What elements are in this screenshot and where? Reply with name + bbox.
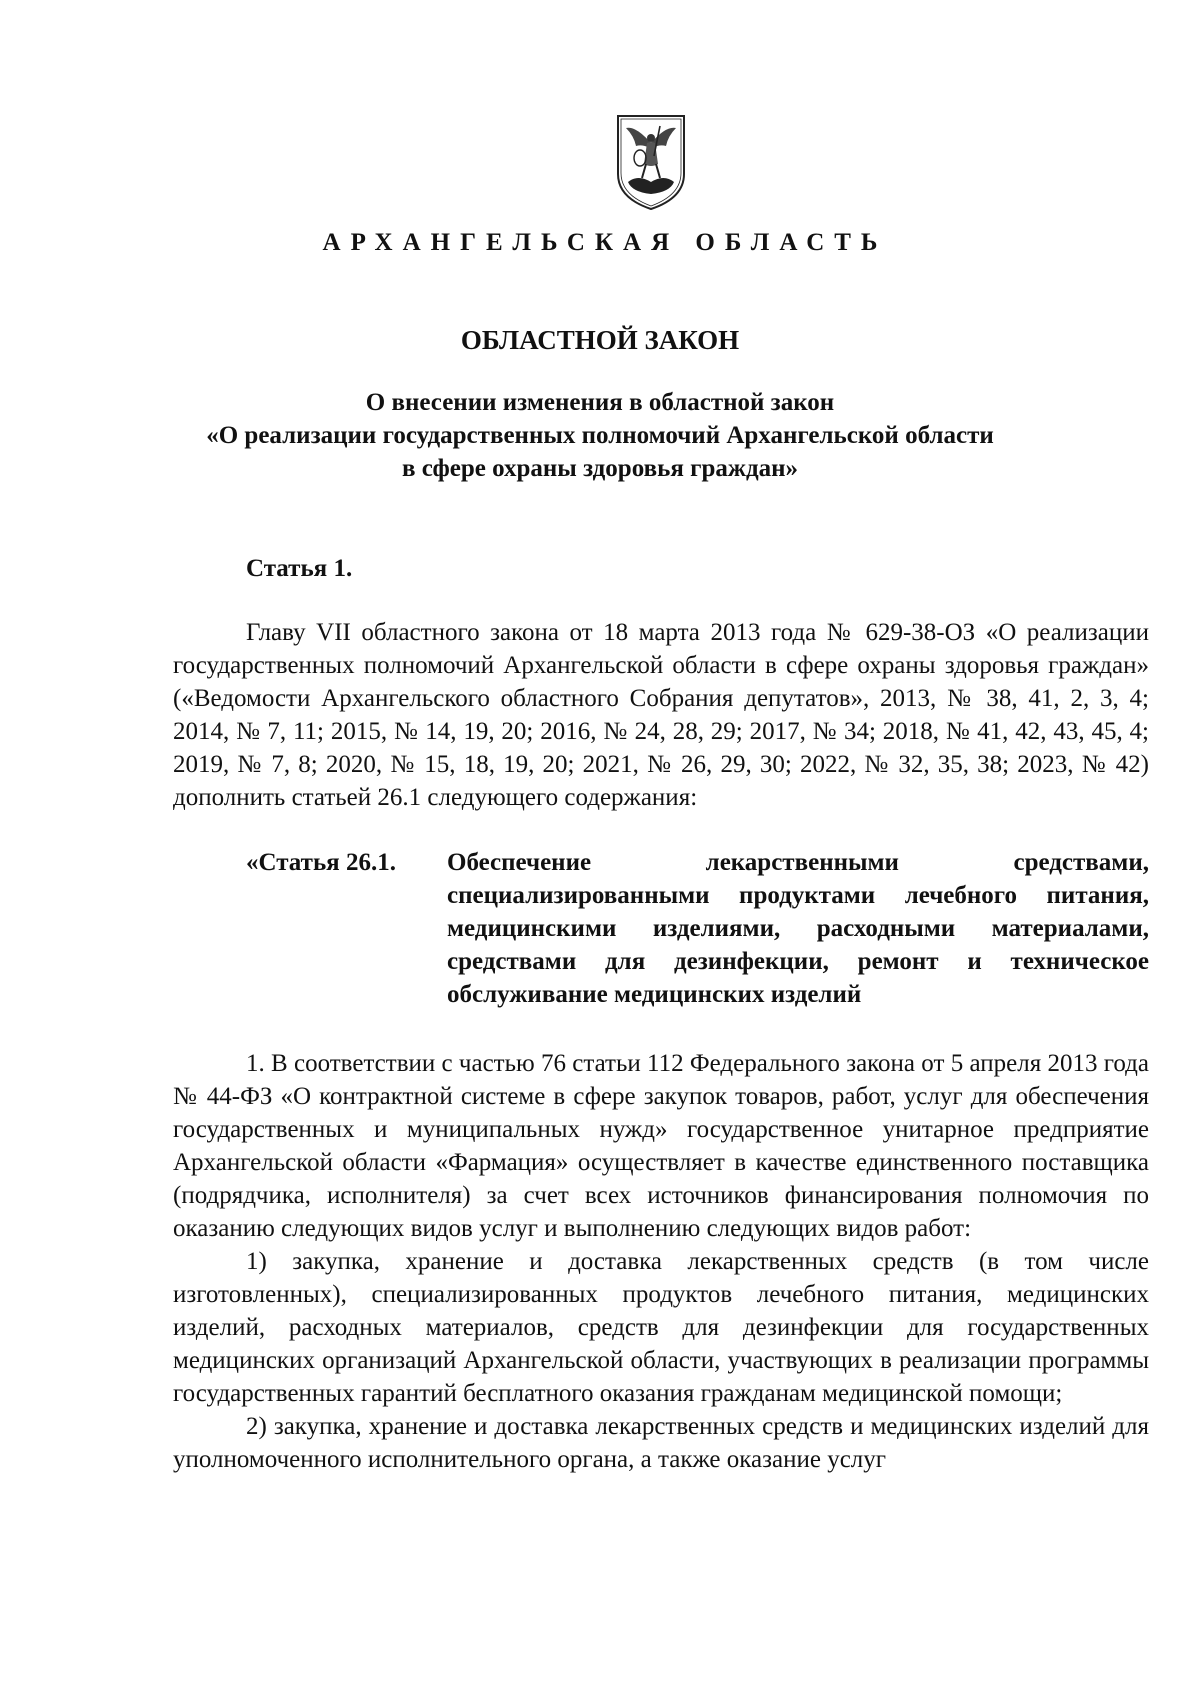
law-title	[150, 386, 1050, 485]
article-intro	[173, 616, 1149, 814]
region-name: АРХАНГЕЛЬСКАЯ ОБЛАСТЬ	[322, 229, 888, 256]
coat-of-arms-emblem	[614, 112, 688, 212]
law-title-line: О внесении изменения в областной закон	[365, 389, 835, 416]
document-type: ОБЛАСТНОЙ ЗАКОН	[460, 325, 740, 355]
paragraph: 1. В соответствии с частью 76 статьи 112 Федерального закона от 5 апреля 2013 года № 44-ФЗ «О контрактной системе в сфере закупок товаров, работ, услуг для обеспечения государственных и муниципальных нужд» государственное унитарное предприятие Архангельской области «Фармация» осуществляет в качестве единственного поставщика (подрядчика, исполнителя) за счет всех источников финансирования полномочия по оказанию следующих видов услуг и выполнению следующих видов работ:	[173, 1050, 1149, 1242]
sub-article-number: «Статья 26.1.	[246, 849, 396, 876]
law-title-line: в сфере охраны здоровья граждан»	[401, 455, 799, 482]
law-title-line: «О реализации государственных полномочий Архангельской области	[206, 422, 994, 449]
paragraph: 1) закупка, хранение и доставка лекарственных средств (в том числе изготовленных), специализированных продуктов лечебного питания, медицинских изделий, расходных материалов, средств для дезинфекции для государственных медицинских организаций Архангельской области, участвующих в реализации программы государственных гарантий бесплатного оказания гражданам медицинской помощи;	[173, 1248, 1149, 1407]
intro-paragraph: Главу VII областного закона от 18 марта 2013 года № 629-38-ОЗ «О реализации государственных полномочий Архангельской области в сфере охраны здоровья граждан» («Ведомости Архангельского областного Собрания депутатов», 2013, № 38, 41, 2, 3, 4; 2014, № 7, 11; 2015, № 14, 19, 20; 2016, № 24, 28, 29; 2017, № 34; 2018, № 41, 42, 43, 45, 4; 2019, № 7, 8; 2020, № 15, 18, 19, 20; 2021, № 26, 29, 30; 2022, № 32, 35, 38; 2023, № 42) дополнить статьей 26.1 следующего содержания:	[173, 619, 1149, 811]
article-heading: Статья 1.	[246, 555, 353, 582]
sub-article-title: Обеспечение лекарственными средствами, специализированными продуктами лечебного питания, медицинскими изделиями, расходными материалами, средствами для дезинфекции, ремонт и техническое обслуживание медицинских изделий	[447, 849, 1149, 1008]
paragraph: 2) закупка, хранение и доставка лекарственных средств и медицинских изделий для уполномоченного исполнительного органа, а также оказание услуг	[173, 1413, 1149, 1473]
article-body	[173, 1047, 1149, 1476]
